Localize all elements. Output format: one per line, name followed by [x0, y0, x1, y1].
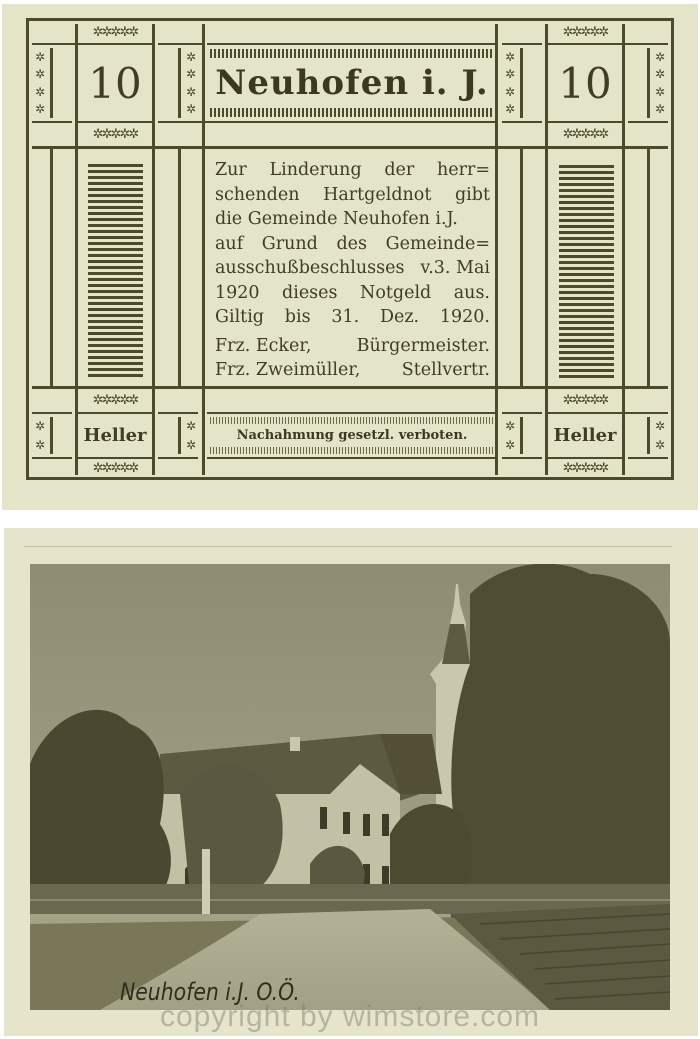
- rule: [78, 457, 152, 459]
- star-ornament-icon: ✲✲✲✲✲: [562, 24, 608, 40]
- rule: [158, 43, 202, 45]
- unit-label-left: Heller: [83, 425, 147, 446]
- star-icon: ✲: [34, 437, 46, 452]
- rule-v: [202, 24, 205, 475]
- hatch-panel-right: [559, 165, 614, 378]
- rule: [628, 121, 668, 123]
- signature-line: Frz. Ecker, Bürgermeister.: [215, 335, 490, 356]
- star-icon: ✲: [34, 49, 46, 64]
- rule: [548, 412, 668, 414]
- rule: [158, 121, 498, 123]
- rule-v: [520, 417, 523, 454]
- star-ornament-icon: ✲✲✲✲✲: [562, 460, 608, 476]
- rule: [548, 121, 622, 123]
- star-icon: ✲: [654, 102, 666, 117]
- denomination-left: 10: [88, 58, 142, 108]
- rule-v: [50, 417, 53, 454]
- rule: [32, 146, 668, 149]
- rule: [502, 43, 542, 45]
- rule: [32, 412, 72, 414]
- star-ornament-icon: ✲✲✲✲✲: [92, 126, 138, 142]
- star-icon: ✲: [654, 84, 666, 99]
- frame-bottom: [26, 477, 674, 480]
- rule-v: [647, 149, 650, 386]
- star-icon: ✲: [34, 67, 46, 82]
- rule-v: [178, 149, 181, 386]
- star-icon: ✲: [185, 102, 197, 117]
- rule: [502, 412, 542, 414]
- rule: [502, 457, 542, 459]
- star-icon: ✲: [504, 67, 516, 82]
- faint-rule: [24, 546, 672, 547]
- hatch-panel-left: [88, 164, 143, 377]
- frame-top: [26, 18, 674, 21]
- text-line: ausschußbeschlusses v.3. Mai: [215, 258, 490, 278]
- rule: [158, 457, 198, 459]
- text-line: die Gemeinde Neuhofen i.J.: [215, 209, 458, 229]
- star-ornament-icon: ✲✲✲✲✲: [562, 126, 608, 142]
- rule: [207, 457, 497, 459]
- star-icon: ✲: [34, 102, 46, 117]
- rule: [628, 457, 668, 459]
- frame-right: [671, 18, 674, 480]
- banknote-front: [2, 4, 698, 510]
- star-icon: ✲: [504, 437, 516, 452]
- star-icon: ✲: [654, 437, 666, 452]
- counterfeit-notice: Nachahmung gesetzl. verboten.: [236, 428, 468, 443]
- rule: [548, 43, 668, 45]
- rule-v: [50, 48, 53, 118]
- rule: [502, 121, 542, 123]
- star-ornament-icon: ✲✲✲✲✲: [92, 24, 138, 40]
- star-ornament-icon: ✲✲✲✲✲: [92, 460, 138, 476]
- rule: [207, 43, 497, 45]
- copyright-watermark: copyright by wimstore.com: [159, 1000, 541, 1033]
- star-icon: ✲: [654, 49, 666, 64]
- rule-v: [520, 149, 523, 386]
- text-line: Zur Linderung der herr=: [215, 160, 490, 180]
- star-ornament-vertical-icon: [31, 48, 49, 118]
- star-icon: ✲: [185, 49, 197, 64]
- star-icon: ✲: [504, 419, 516, 434]
- rule-v: [50, 149, 53, 386]
- star-icon: ✲: [504, 102, 516, 117]
- rule: [32, 43, 152, 45]
- star-icon: ✲: [504, 49, 516, 64]
- text-line: 1920 dieses Notgeld aus.: [215, 282, 490, 303]
- rule-v: [647, 417, 650, 454]
- star-ornament-icon: ✲✲✲✲✲: [562, 392, 608, 408]
- town-photo: [30, 564, 670, 1010]
- text-line: auf Grund des Gemeinde=: [215, 233, 490, 254]
- rule: [32, 457, 72, 459]
- church-village-photo-image: [30, 564, 670, 1010]
- rule: [32, 121, 72, 123]
- star-ornament-vertical-icon: [182, 417, 200, 454]
- signature-line: Frz. Zweimüller, Stellvertr.: [215, 360, 490, 380]
- star-icon: ✲: [34, 84, 46, 99]
- rule-v: [152, 24, 155, 475]
- star-ornament-vertical-icon: [31, 417, 49, 454]
- star-icon: ✲: [185, 419, 197, 434]
- star-ornament-vertical-icon: [651, 417, 669, 454]
- star-icon: ✲: [34, 419, 46, 434]
- star-ornament-vertical-icon: [651, 48, 669, 118]
- rule-v: [647, 48, 650, 118]
- notice-hatch-top: [210, 417, 494, 424]
- notice-hatch-bottom: [210, 447, 494, 454]
- star-icon: ✲: [185, 437, 197, 452]
- rule: [548, 457, 622, 459]
- denomination-right: 10: [558, 58, 612, 108]
- rule: [78, 412, 152, 414]
- rule-v: [178, 48, 181, 118]
- star-ornament-vertical-icon: [501, 417, 519, 454]
- star-ornament-vertical-icon: [182, 48, 200, 118]
- unit-label-right: Heller: [553, 425, 617, 446]
- rule: [158, 412, 198, 414]
- rule-v: [520, 48, 523, 118]
- star-ornament-icon: ✲✲✲✲✲: [92, 392, 138, 408]
- note-title: Neuhofen i. J.: [215, 63, 489, 103]
- decree-text: [215, 158, 490, 383]
- star-icon: ✲: [654, 419, 666, 434]
- photo-caption: Neuhofen i.J. O.Ö.: [120, 978, 300, 1006]
- star-icon: ✲: [654, 67, 666, 82]
- title-hatch-bottom: [210, 108, 494, 117]
- rule-v: [622, 24, 625, 475]
- frame-left: [26, 18, 29, 480]
- rule: [207, 412, 497, 414]
- star-icon: ✲: [504, 84, 516, 99]
- star-icon: ✲: [185, 67, 197, 82]
- star-icon: ✲: [185, 84, 197, 99]
- title-hatch-top: [210, 49, 494, 58]
- text-line: Giltig bis 31. Dez. 1920.: [215, 307, 490, 327]
- rule-v: [178, 417, 181, 454]
- star-ornament-vertical-icon: [501, 48, 519, 118]
- rule: [78, 121, 152, 123]
- text-line: schenden Hartgeldnot gibt: [215, 184, 490, 205]
- rule: [32, 386, 668, 389]
